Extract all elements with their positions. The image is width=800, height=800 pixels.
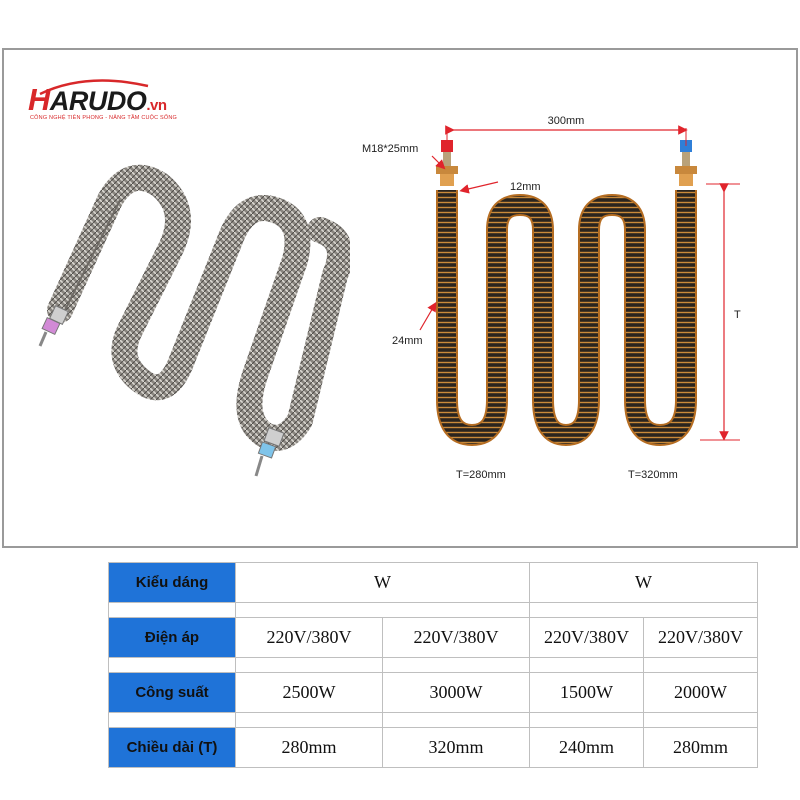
fin-pitch-label: 12mm: [510, 181, 541, 193]
dimension-diagram: [350, 100, 770, 500]
row-label-voltage: Điện áp: [109, 618, 236, 658]
height-dimension-label: T: [734, 309, 741, 321]
thread-dimension-label: M18*25mm: [362, 143, 419, 155]
length-label-left: T=280mm: [456, 469, 506, 481]
power-cell-4: 2000W: [644, 673, 758, 713]
style-cell-2: W: [530, 563, 758, 603]
voltage-cell-2: 220V/380V: [383, 618, 530, 658]
length-cell-3: 240mm: [530, 728, 644, 768]
table-row-style: [109, 563, 758, 603]
table-spacer-row: [109, 603, 758, 618]
power-cell-1: 2500W: [236, 673, 383, 713]
length-cell-1: 280mm: [236, 728, 383, 768]
voltage-cell-3: 220V/380V: [530, 618, 644, 658]
finned-tube-diagram-glow: [447, 190, 686, 435]
power-cell-2: 3000W: [383, 673, 530, 713]
heater-photo: [30, 160, 350, 500]
length-cell-2: 320mm: [383, 728, 530, 768]
power-cell-3: 1500W: [530, 673, 644, 713]
row-label-power: Công suất: [109, 673, 236, 713]
tube-diameter-label: 24mm: [392, 335, 423, 347]
row-label-style: Kiểu dáng: [109, 563, 236, 603]
finned-tube-diagram: [447, 190, 686, 435]
logo-tagline: CÔNG NGHỆ TIÊN PHONG - NÂNG TẦM CUỘC SỐNG: [30, 115, 178, 121]
finned-tube-photo: [60, 178, 340, 438]
table-spacer-row: [109, 713, 758, 728]
length-cell-4: 280mm: [644, 728, 758, 768]
length-label-right: T=320mm: [628, 469, 678, 481]
row-label-length: Chiều dài (T): [109, 728, 236, 768]
table-spacer-row: [109, 658, 758, 673]
terminal-right-diagram: [675, 140, 697, 186]
voltage-cell-4: 220V/380V: [644, 618, 758, 658]
style-cell-1: W: [236, 563, 530, 603]
terminal-top-photo: [40, 306, 68, 346]
table-row-length: [109, 728, 758, 768]
spec-table: [108, 562, 758, 768]
width-dimension-label: 300mm: [547, 115, 585, 127]
logo-wordmark: HARUDO.vn: [28, 82, 167, 117]
table-row-power: [109, 673, 758, 713]
voltage-cell-1: 220V/380V: [236, 618, 383, 658]
harudo-logo: [28, 82, 188, 126]
table-row-voltage: [109, 618, 758, 658]
